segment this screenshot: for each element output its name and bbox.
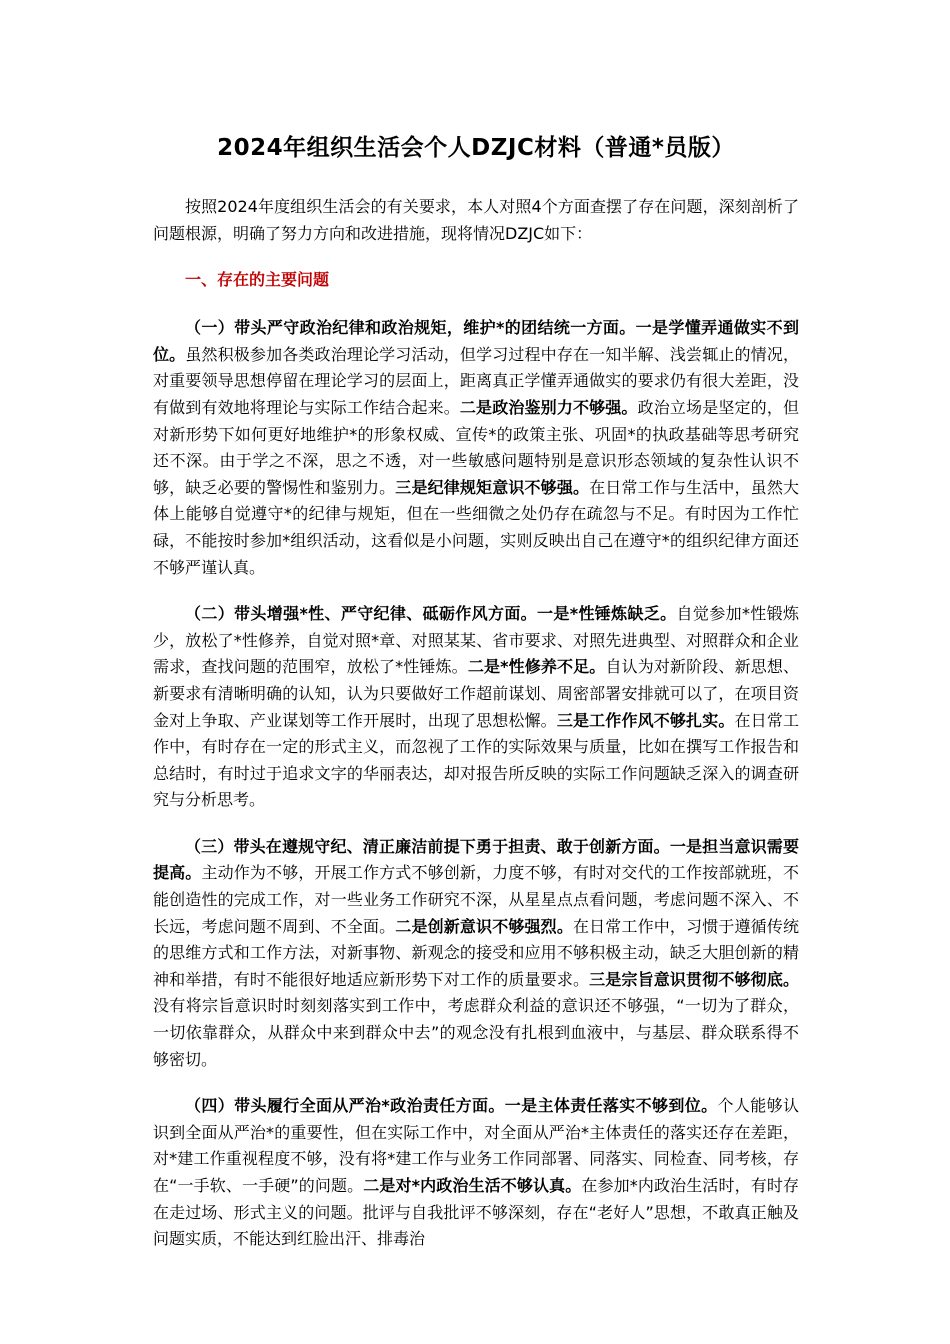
section-title: （二）带头增强*性、严守纪律、砥砺作风方面。	[185, 604, 538, 624]
point-text: 虽然积极参加各类政治理论学习活动，但学习过程中存在一知半解、浅尝辄止的情况，对重要领导思想停留在理论学习的层面上，距离真正学懂弄通做实的要求仍有很大差距，没有做到有效地将理论与实际工作结合起来。	[153, 344, 799, 417]
point-label: 二是创新意识不够强烈。	[395, 916, 573, 936]
document-title: 2024年组织生活会个人DZJC材料（普通*员版）	[217, 135, 735, 161]
point-text: 自觉参加*性锻炼少，放松了*性修养，自觉对照*章、对照某某、省市要求、对照先进典型、对照群众和企业需求，查找问题的范围窄，放松了*性锤炼。	[153, 604, 799, 677]
problem-section-2	[153, 601, 799, 814]
intro-paragraph: 按照2024年度组织生活会的有关要求，本人对照4个方面查摆了存在问题，深刻剖析了问题根源，明确了努力方向和改进措施，现将情况DZJC如下：	[153, 197, 799, 243]
point-label: 三是宗旨意识贯彻不够彻底。	[589, 969, 799, 989]
point-text: 在参加*内政治生活时，有时存在走过场、形式主义的问题。批评与自我批评不够深刻，存在“老好人”思想，不敢真正触及问题实质，不能达到红脸出汗、排毒治	[153, 1176, 799, 1249]
point-text: 自认为对新阶段、新思想、新要求有清晰明确的认知，认为只要做好工作超前谋划、周密部署安排就可以了，在项目资金对上争取、产业谋划等工作开展时，出现了思想松懈。	[153, 657, 799, 730]
section-title: （一）带头严守政治纪律和政治规矩，维护*的团结统一方面。	[185, 318, 636, 338]
point-text: 在日常工作与生活中，虽然大体上能够自觉遵守*的纪律与规矩，但在一些细微之处仍存在疏忽与不足。有时因为工作忙碌，不能按时参加*组织活动，这看似是小问题，实则反映出自己在遵守*的组织纪律方面还不够严谨认真。	[153, 477, 799, 577]
document-page	[153, 128, 799, 1273]
point-label: 一是学懂弄通做实不到位。	[153, 318, 799, 364]
point-text: 在日常工作中，习惯于遵循传统的思维方式和工作方法，对新事物、新观念的接受和应用不够积极主动，缺乏大胆创新的精神和举措，有时不能很好地适应新形势下对工作的质量要求。	[153, 916, 799, 989]
point-label: 一是*性锤炼缺乏。	[537, 604, 677, 624]
point-label: 一是主体责任落实不够到位。	[504, 1096, 718, 1116]
point-text: 主动作为不够，开展工作方式不够创新，力度不够，有时对交代的工作按部就班，不能创造性的完成工作，对一些业务工作研究不深，从星星点点看问题，考虑问题不深入、不长远，考虑问题不周到、不全面。	[153, 863, 799, 936]
point-text: 个人能够认识到全面从严治*的重要性，但在实际工作中，对全面从严治*主体责任的落实还存在差距，对*建工作重视程度不够，没有将*建工作与业务工作同部署、同落实、同检查、同考核，存在“一手软、一手硬”的问题。	[153, 1096, 799, 1195]
point-text: 在日常工作中，有时存在一定的形式主义，而忽视了工作的实际效果与质量，比如在撰写工作报告和总结时，有时过于追求文字的华丽表达，却对报告所反映的实际工作问题缺乏深入的调查研究与分析思考。	[153, 710, 799, 810]
point-label: 二是政治鉴别力不够强。	[459, 397, 638, 417]
section-title: （四）带头履行全面从严治*政治责任方面。	[185, 1096, 505, 1116]
point-label: 三是工作作风不够扎实。	[556, 710, 735, 730]
problem-section-1	[153, 315, 799, 581]
point-text: 没有将宗旨意识时时刻刻落实到工作中，考虑群众利益的意识还不够强，“一切为了群众，一切依靠群众，从群众中来到群众中去”的观念没有扎根到血液中，与基层、群众联系得不够密切。	[153, 996, 799, 1069]
point-text: 政治立场是坚定的，但对新形势下如何更好地维护*的形象权威、宣传*的政策主张、巩固*的执政基础等思考研究还不深。由于学之不深，思之不透，对一些敏感问题特别是意识形态领域的复杂性认识不够，缺乏必要的警惕性和鉴别力。	[153, 397, 799, 497]
problem-section-4	[153, 1093, 799, 1253]
point-label: 三是纪律规矩意识不够强。	[395, 477, 590, 497]
point-label: 二是对*内政治生活不够认真。	[363, 1176, 582, 1195]
section-title: （三）带头在遵规守纪、清正廉洁前提下勇于担责、敢于创新方面。	[185, 836, 670, 856]
point-label: 一是担当意识需要提高。	[153, 836, 799, 883]
point-label: 二是*性修养不足。	[467, 657, 606, 677]
problem-section-3	[153, 834, 799, 1073]
section-heading: 一、存在的主要问题	[185, 270, 330, 290]
